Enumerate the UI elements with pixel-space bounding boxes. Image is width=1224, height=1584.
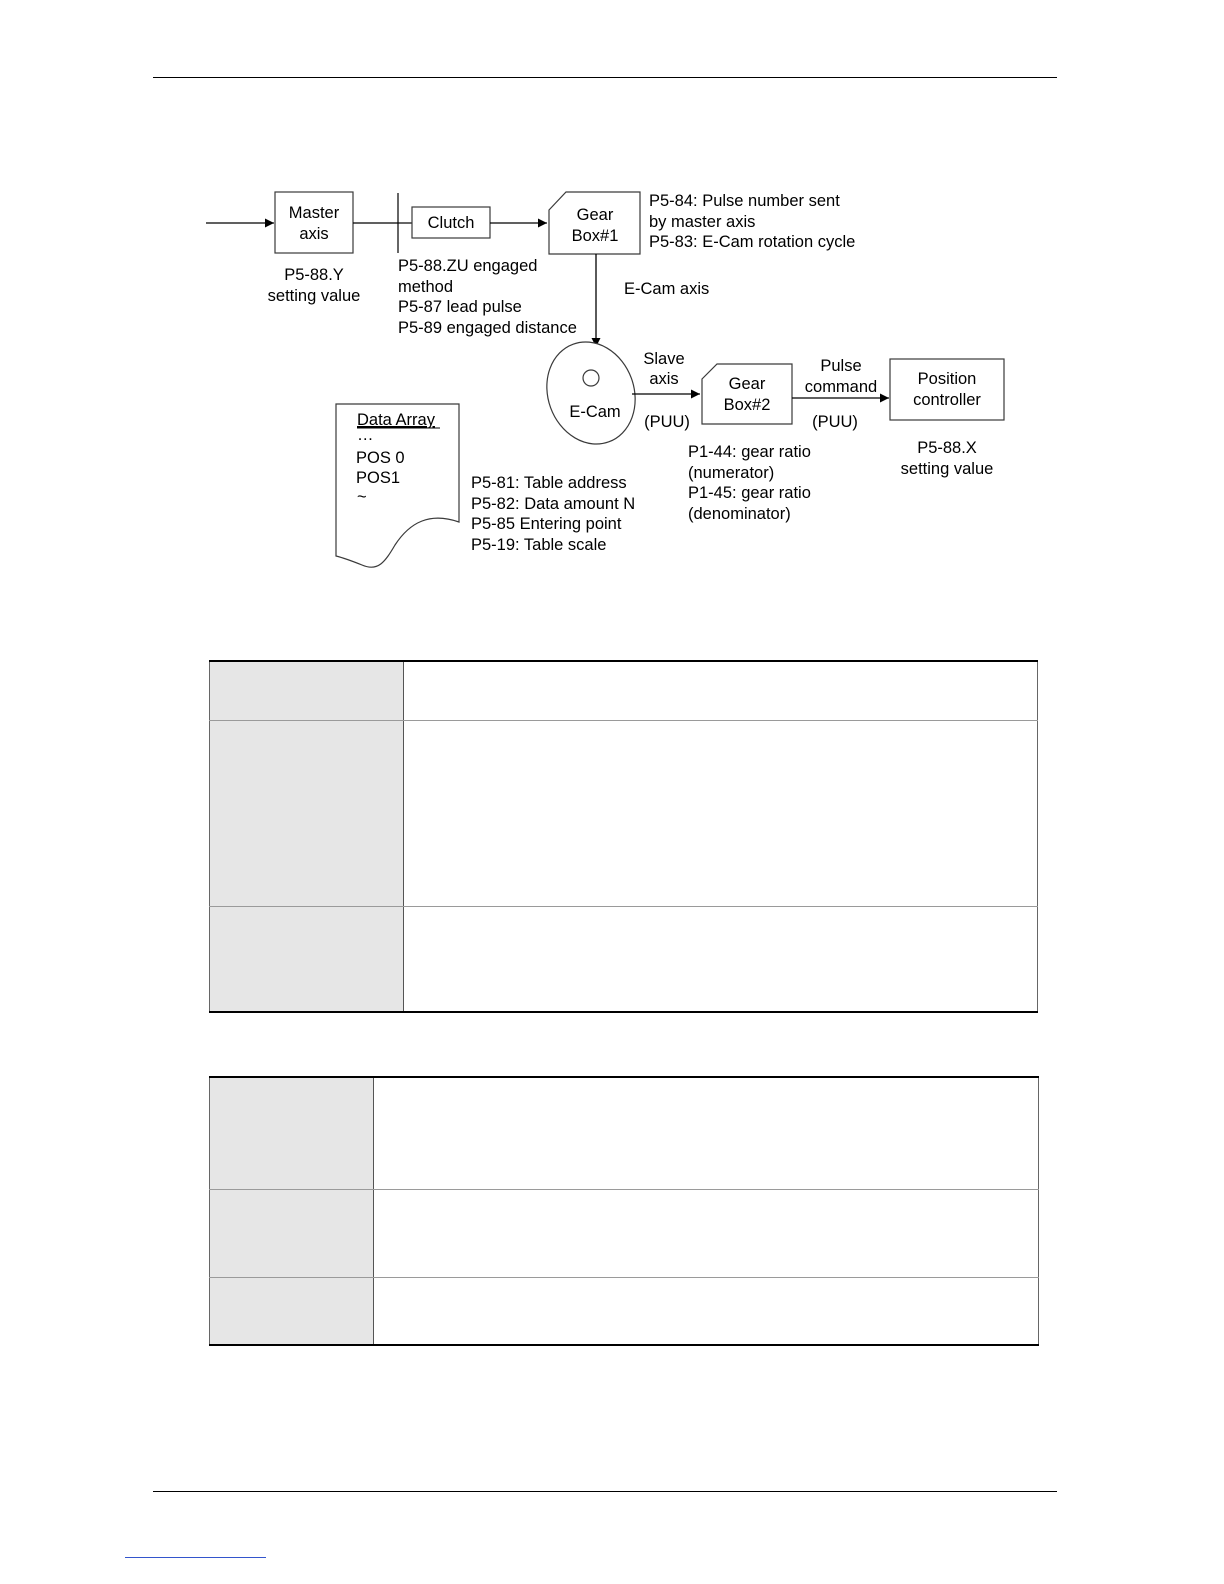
slave-label-1: Slave [643,350,685,368]
table-value-cell [404,661,1038,720]
clutch-note-4: P5-89 engaged distance [398,319,577,337]
clutch-note-1: P5-88.ZU engaged [398,257,538,275]
parameter-table-2 [209,1076,1039,1346]
clutch-note-3: P5-87 lead pulse [398,298,522,316]
master-axis-box [275,192,353,253]
position-label-2: controller [913,391,981,409]
master-note-2: setting value [267,287,361,305]
table-row [210,1077,1039,1189]
table-key-cell [210,1189,374,1277]
footer-rule [153,1491,1057,1492]
ecam-hub [583,370,599,386]
gearbox2-note-2: (numerator) [688,464,775,482]
pulse-label-1: Pulse [820,357,862,375]
data-array-tilde: ~ [357,488,367,506]
gearbox1-note-2: by master axis [649,213,756,231]
gearbox2-label-1: Gear [728,375,766,393]
slave-unit: (PUU) [644,413,690,431]
table-row [210,1189,1039,1277]
data-array-title: Data Array [357,411,435,429]
clutch-note-2: method [398,278,454,296]
ecam-axis-label: E-Cam axis [624,280,710,298]
master-axis-label-1: Master [288,204,340,222]
table-row [210,1277,1039,1345]
slave-label-2: axis [649,370,679,388]
gearbox2-note-1: P1-44: gear ratio [688,443,811,461]
table-key-cell [210,661,404,720]
table-key-cell [210,906,404,1012]
table-value-cell [404,906,1038,1012]
position-note-1: P5-88.X [917,439,977,457]
pulse-unit: (PUU) [812,413,858,431]
master-axis-label-2: axis [299,225,329,243]
ecam-label: E-Cam [569,403,621,421]
gearbox2-box [702,364,792,424]
gearbox1-note-3: P5-83: E-Cam rotation cycle [649,233,856,251]
table-row [210,720,1038,906]
table-value-cell [374,1277,1039,1345]
data-array-note-1: P5-81: Table address [471,474,627,492]
footer-link-underline[interactable] [125,1557,266,1558]
gearbox2-label-2: Box#2 [723,396,771,414]
table-value-cell [374,1189,1039,1277]
gearbox1-label-2: Box#1 [571,227,619,245]
pulse-label-2: command [804,378,878,396]
data-array-note-3: P5-85 Entering point [471,515,622,533]
gearbox2-note-3: P1-45: gear ratio [688,484,811,502]
table-key-cell [210,720,404,906]
table-key-cell [210,1077,374,1189]
ecam-disc [533,329,649,456]
table-row [210,906,1038,1012]
position-controller-box [890,359,1004,420]
gearbox1-note-1: P5-84: Pulse number sent [649,192,840,210]
gearbox2-note-4: (denominator) [688,505,791,523]
table-value-cell [374,1077,1039,1189]
table-key-cell [210,1277,374,1345]
data-array-note-2: P5-82: Data amount N [471,495,636,513]
data-array-note-4: P5-19: Table scale [471,536,607,554]
parameter-table-1 [209,660,1038,1013]
position-note-2: setting value [900,460,994,478]
clutch-label: Clutch [427,214,475,232]
data-array-pos0: POS 0 [356,449,405,467]
table-row [210,661,1038,720]
position-label-1: Position [917,370,977,388]
data-array-pos1: POS1 [356,469,401,487]
ecam-block-diagram [0,0,1224,620]
table-value-cell [404,720,1038,906]
gearbox1-label-1: Gear [576,206,614,224]
data-array-ellipsis: … [357,426,374,444]
master-note-1: P5-88.Y [284,266,344,284]
